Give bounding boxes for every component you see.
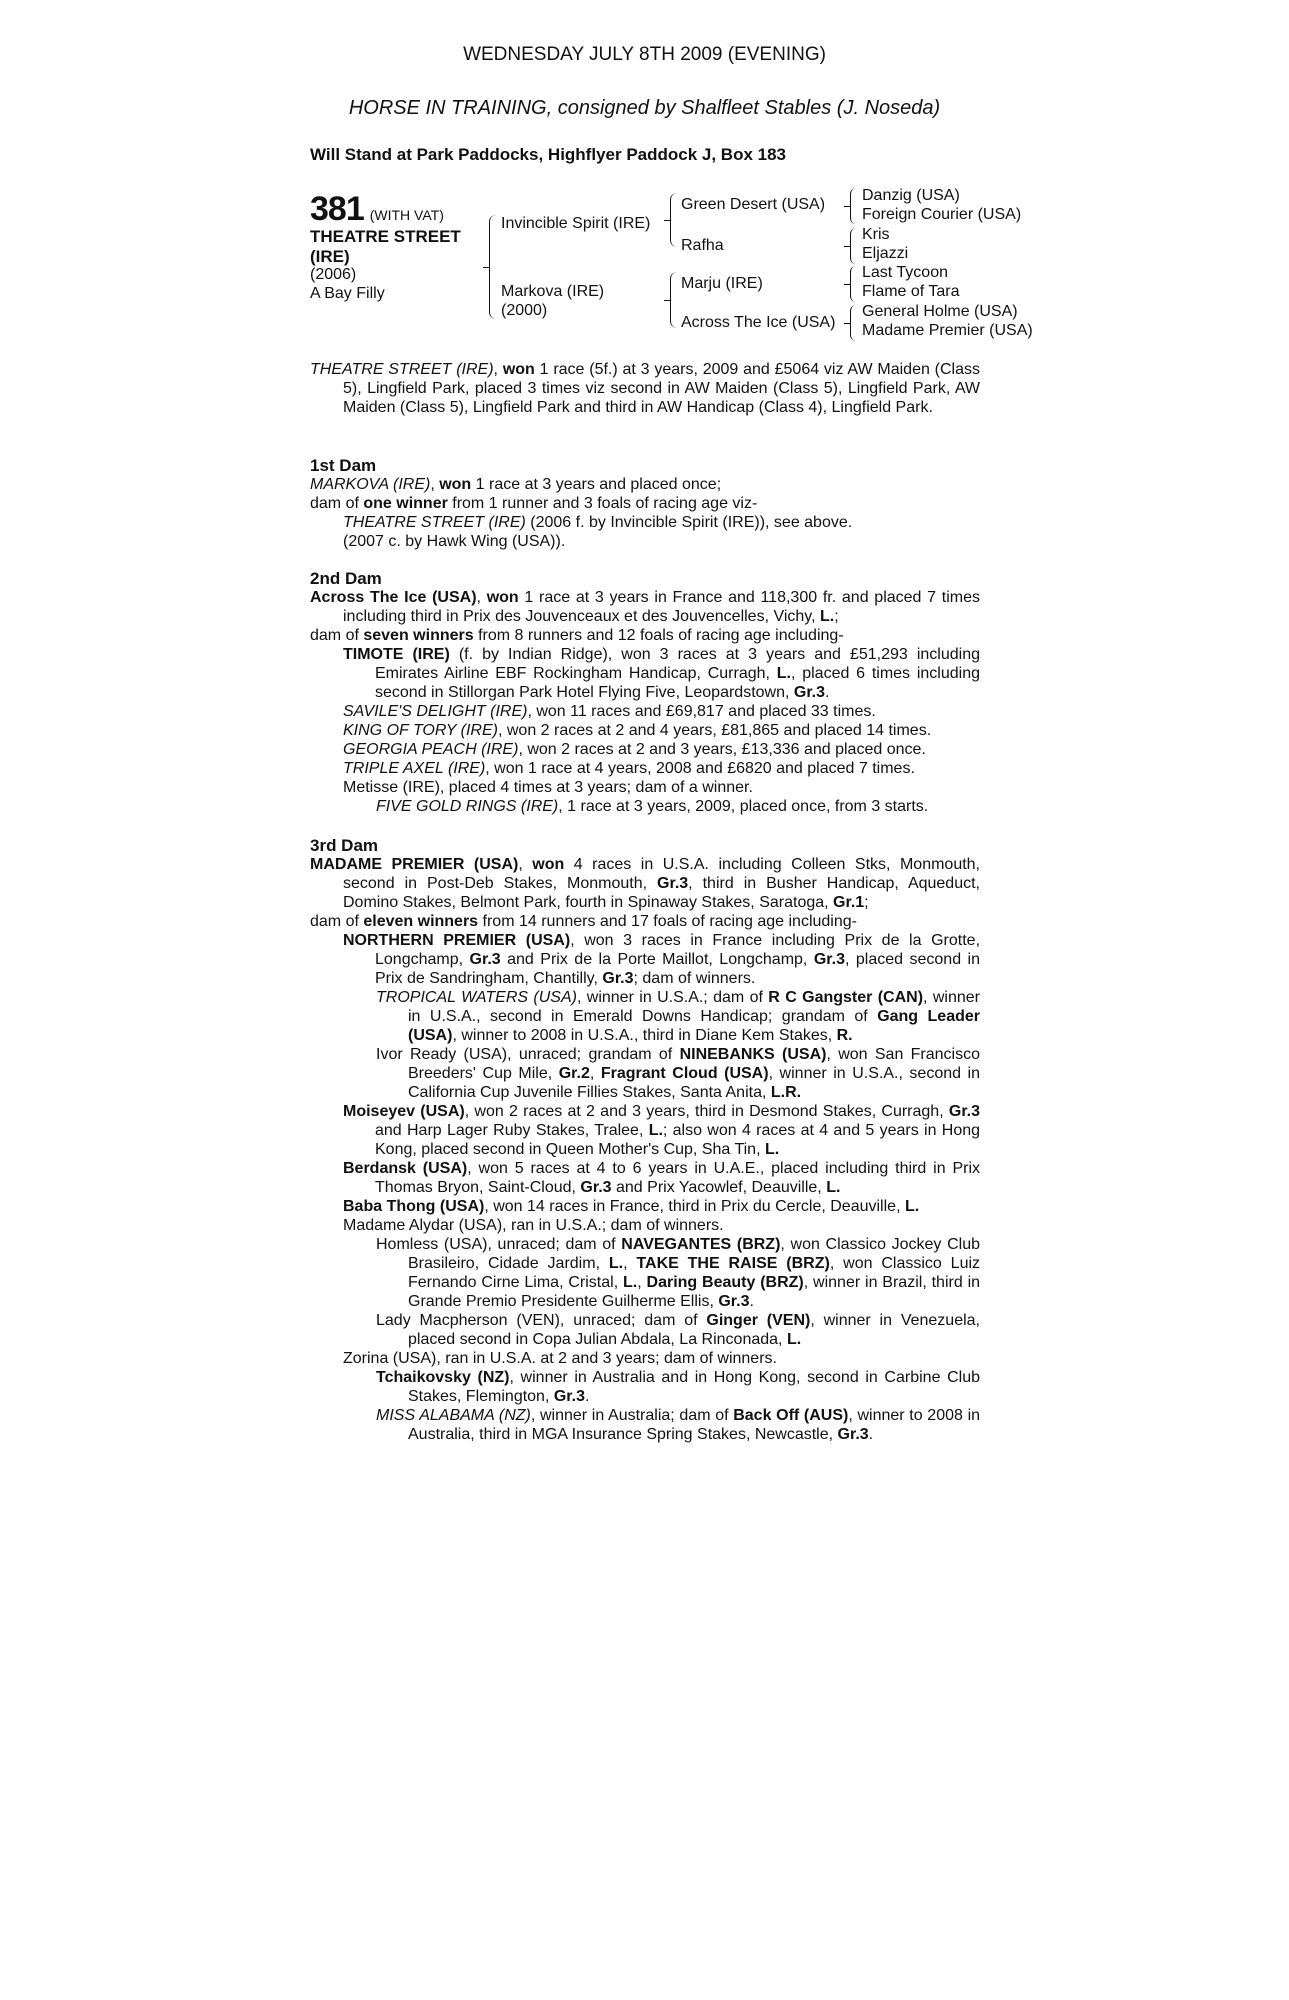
listed-marker: L.R. <box>770 1084 802 1101</box>
summary-paragraph: THEATRE STREET (IRE), won 1 race (5f.) at 3 years, 2009 and £5064 viz AW Maiden (Class 5), Lingfield Park, placed 3 times viz second in AW Maiden (Class 5), Lingfield Park, AW Maiden (Class 5), Lingfield Park and third in AW Handicap (Class 4), Lingfield Park. <box>310 361 981 416</box>
punct: , <box>589 1065 601 1082</box>
dam-of-prefix: dam of <box>310 627 364 644</box>
produce-text: , winner in U.S.A.; dam of <box>576 989 769 1006</box>
produce-text: , 1 race at 3 years, 2009, placed once, from 3 starts. <box>558 798 929 815</box>
produce-text: , placed 6 times including second in Stillorgan Park Hotel Flying Five, Leopardstown, <box>375 665 981 701</box>
group-marker: Gr.3 <box>718 1293 750 1310</box>
pedigree-brace-parents <box>489 215 496 319</box>
produce-saviles-delight <box>343 702 980 721</box>
produce-name: Baba Thong (USA) <box>343 1198 485 1215</box>
produce-triple-axel <box>343 759 980 778</box>
group-marker: Gr.3 <box>813 951 845 968</box>
produce-name: FIVE GOLD RINGS (IRE) <box>376 798 559 815</box>
produce-timote <box>343 645 980 702</box>
listed-marker: L. <box>623 1274 638 1291</box>
ggp-2: Foreign Courier (USA) <box>862 206 1022 223</box>
punct: . <box>749 1293 754 1310</box>
group-marker: Gr.3 <box>948 1103 981 1120</box>
first-dam-produce-2: (2007 c. by Hawk Wing (USA)). <box>343 533 566 550</box>
dam-year: (2000) <box>501 302 548 319</box>
produce-text: Ivor Ready (USA), unraced; grandam of <box>376 1046 680 1063</box>
punct: . <box>584 1388 590 1405</box>
group-marker: Gr.3 <box>469 951 501 968</box>
produce-name: NORTHERN PREMIER (USA) <box>343 932 571 949</box>
summary-horse-name: THEATRE STREET (IRE) <box>310 361 494 378</box>
produce-text: , winner to 2008 in U.S.A., third in Diane Kem Stakes, <box>452 1027 837 1044</box>
ggp-4: Eljazzi <box>862 245 909 262</box>
group-marker: Gr.3 <box>553 1388 585 1405</box>
dam-of-winners: seven winners <box>363 627 474 644</box>
produce-name: MISS ALABAMA (NZ) <box>376 1407 531 1424</box>
dam-name: Markova (IRE) <box>501 283 605 300</box>
horse-name-line2: (IRE) <box>310 247 350 266</box>
dam-of-suffix: from 14 runners and 17 foals of racing age including- <box>478 913 857 930</box>
produce-text: and Harp Lager Ruby Stakes, Tralee, <box>375 1122 649 1139</box>
horse-description: A Bay Filly <box>310 285 385 302</box>
produce-text: , winner to 2008 in Australia, third in MGA Insurance Spring Stakes, Newcastle, <box>408 1407 981 1443</box>
winner-name: Fragrant Cloud (USA) <box>600 1065 769 1082</box>
produce-name: THEATRE STREET (IRE) <box>343 514 526 531</box>
produce-text: , won San Francisco Breeders' Cup Mile, <box>408 1046 981 1082</box>
listed-marker: L. <box>608 1255 624 1272</box>
produce-text: , won Classico Jockey Club Brasileiro, Cidade Jardim, <box>408 1236 980 1272</box>
produce-homless <box>376 1235 980 1311</box>
listed-marker: L. <box>786 1331 802 1348</box>
punct: , <box>637 1274 647 1291</box>
sire: Invincible Spirit (IRE) <box>501 215 651 232</box>
listed-marker: L. <box>648 1122 663 1139</box>
first-dam-name: MARKOVA (IRE) <box>310 476 431 493</box>
produce-text: Lady Macpherson (VEN), unraced; dam of <box>376 1312 707 1329</box>
punct: . <box>825 684 830 701</box>
third-dam-produce-summary <box>310 912 980 931</box>
consignment-line: HORSE IN TRAINING, consigned by Shalfleet Stables (J. Noseda) <box>348 97 941 119</box>
produce-text: , won 2 races at 2 and 4 years, £81,865 and placed 14 times. <box>497 722 932 739</box>
produce-ivor-ready <box>376 1045 980 1102</box>
listed-marker: L. <box>776 665 791 682</box>
produce-miss-alabama <box>376 1406 980 1444</box>
listed-marker: L. <box>826 1179 841 1196</box>
winner-name: TAKE THE RAISE (BRZ) <box>636 1255 830 1272</box>
produce-text: , won 3 races in France including Prix de la Grotte, Longchamp, <box>375 932 981 968</box>
pedigree-brace-sire-line <box>670 193 677 247</box>
listed-marker: L. <box>764 1141 780 1158</box>
produce-madame-alydar: Madame Alydar (USA), ran in U.S.A.; dam of winners. <box>343 1217 724 1234</box>
punct: ; <box>864 894 869 911</box>
listed-marker: L. <box>904 1198 920 1215</box>
produce-berdansk <box>343 1159 980 1197</box>
dam-of-winners: one winner <box>363 495 448 512</box>
lot-number-value: 381 <box>310 190 364 228</box>
winner-name: R C Gangster (CAN) <box>768 989 924 1006</box>
produce-text: , won 2 races at 2 and 3 years, third in Desmond Stakes, Curragh, <box>464 1103 949 1120</box>
produce-text: (2006 f. by Invincible Spirit (IRE)), see above. <box>525 514 853 531</box>
produce-text: , winner in U.S.A., second in California Cup Juvenile Fillies Stakes, Santa Anita, <box>408 1065 981 1101</box>
produce-georgia-peach <box>343 740 980 759</box>
second-dam-section <box>310 569 980 816</box>
produce-text: , winner in U.S.A., second in Emerald Downs Handicap; grandam of <box>408 989 980 1025</box>
produce-name: Moiseyev (USA) <box>343 1103 465 1120</box>
sire-dam: Rafha <box>681 237 724 254</box>
produce-name: Tchaikovsky (NZ) <box>376 1369 510 1386</box>
produce-text: (f. by Indian Ridge), won 3 races at 3 years and £51,293 including Emirates Airline EBF Rockingham Handicap, Curragh, <box>375 646 980 682</box>
second-dam-name: Across The Ice (USA) <box>310 589 477 606</box>
produce-tropical-waters <box>376 988 980 1045</box>
first-dam-produce-1 <box>343 513 980 532</box>
dam-sire: Marju (IRE) <box>681 275 763 292</box>
produce-name: GEORGIA PEACH (IRE) <box>343 741 519 758</box>
produce-name: KING OF TORY (IRE) <box>343 722 498 739</box>
ggp-1: Danzig (USA) <box>862 187 960 204</box>
punct: ; <box>834 608 839 625</box>
third-dam-heading: 3rd Dam <box>310 836 379 855</box>
race-record-summary <box>310 360 980 417</box>
produce-metisse: Metisse (IRE), placed 4 times at 3 years; dam of a winner. <box>343 779 753 796</box>
produce-text: , won Classico Luiz Fernando Cirne Lima, Cristal, <box>408 1255 981 1291</box>
produce-moiseyev <box>343 1102 980 1159</box>
group-marker: Gr.3 <box>793 684 826 701</box>
record-text: 4 races in U.S.A. including Colleen Stks, Monmouth, second in Post-Deb Stakes, Monmouth, <box>343 856 981 892</box>
second-dam-record: Across The Ice (USA), won 1 race at 3 years in France and 118,300 fr. and placed 7 times including third in Prix des Jouvenceaux et des Jouvencelles, Vichy, L.; <box>310 589 981 625</box>
produce-text: and Prix de la Porte Maillot, Longchamp, <box>500 951 814 968</box>
second-dam-won: won <box>486 589 519 606</box>
dam-of-prefix: dam of <box>310 495 364 512</box>
listed-marker: L. <box>820 608 835 625</box>
dam <box>501 282 604 320</box>
first-dam-section <box>310 456 980 551</box>
winner-name: Daring Beauty (BRZ) <box>646 1274 804 1291</box>
group-marker: Gr.3 <box>837 1426 869 1443</box>
ggp-5: Last Tycoon <box>862 264 948 281</box>
produce-text: , won 2 races at 2 and 3 years, £13,336 and placed once. <box>518 741 926 758</box>
winner-name: Ginger (VEN) <box>706 1312 811 1329</box>
third-dam-name: MADAME PREMIER (USA) <box>310 856 519 873</box>
produce-tchaikovsky <box>376 1368 980 1406</box>
produce-northern-premier <box>343 931 980 988</box>
produce-zorina: Zorina (USA), ran in U.S.A. at 2 and 3 years; dam of winners. <box>343 1350 777 1367</box>
winner-name: Back Off (AUS) <box>733 1407 849 1424</box>
produce-text: , won 11 races and £69,817 and placed 33 times. <box>527 703 876 720</box>
stand-location: Will Stand at Park Paddocks, Highflyer Paddock J, Box 183 <box>310 145 786 164</box>
produce-text: , placed second in Prix de Sandringham, Chantilly, <box>375 951 981 987</box>
sale-date: WEDNESDAY JULY 8TH 2009 (EVENING) <box>463 44 826 65</box>
foaling-year: (2006) <box>310 266 357 283</box>
third-dam-record: MADAME PREMIER (USA), won 4 races in U.S.A. including Colleen Stks, Monmouth, second in Post-Deb Stakes, Monmouth, Gr.3, third in Busher Handicap, Aqueduct, Domino Stakes, Belmont Park, fourth in Spinaway Stakes, Saratoga, Gr.1; <box>310 856 981 911</box>
produce-text: and Prix Yacowlef, Deauville, <box>611 1179 827 1196</box>
group-marker: Gr.3 <box>602 970 634 987</box>
produce-name: TIMOTE (IRE) <box>343 646 450 663</box>
dam-of-suffix: from 1 runner and 3 foals of racing age viz- <box>447 495 758 512</box>
summary-won: won <box>502 361 535 378</box>
pedigree-brace-ggp2 <box>850 228 856 264</box>
third-dam-section <box>310 836 980 1444</box>
dam-of-prefix: dam of <box>310 913 364 930</box>
pedigree-brace-dam-line <box>670 272 677 328</box>
winner-name: NAVEGANTES (BRZ) <box>621 1236 781 1253</box>
group-marker: Gr.3 <box>657 875 689 892</box>
pedigree-brace-ggp1 <box>850 188 856 224</box>
restricted-marker: R. <box>836 1027 853 1044</box>
horse-name-line1: THEATRE STREET <box>310 227 461 246</box>
group-marker: Gr.2 <box>558 1065 590 1082</box>
dam-of-winners: eleven winners <box>363 913 479 930</box>
summary-text: 1 race (5f.) at 3 years, 2009 and £5064 viz AW Maiden (Class 5), Lingfield Park, placed 3 times viz second in AW Maiden (Class 5), Lingfield Park, AW Maiden (Class 5), Lingfield Park and third in AW Handicap (Class 4), Lingfield Park. <box>343 361 981 416</box>
punct: . <box>868 1426 874 1443</box>
group-marker: Gr.3 <box>580 1179 612 1196</box>
dam-of-suffix: from 8 runners and 12 foals of racing age including- <box>473 627 844 644</box>
produce-text: , winner in Venezuela, placed second in Copa Julian Abdala, La Rinconada, <box>408 1312 980 1348</box>
horse-details <box>310 265 385 303</box>
produce-baba-thong <box>343 1197 980 1216</box>
produce-lady-macpherson <box>376 1311 980 1349</box>
ggp-3: Kris <box>862 226 890 243</box>
produce-text: ; also won 4 races at 4 and 5 years in Hong Kong, placed second in Queen Mother's Cup, Sha Tin, <box>375 1122 981 1158</box>
vat-note: (WITH VAT) <box>369 207 444 223</box>
produce-text: , won 5 races at 4 to 6 years in U.A.E., placed including third in Prix Thomas Bryon, Saint-Cloud, <box>375 1160 980 1196</box>
ggp-6: Flame of Tara <box>862 283 960 300</box>
second-dam-produce-summary <box>310 626 980 645</box>
first-dam-won: won <box>439 476 472 493</box>
first-dam-record: MARKOVA (IRE), won 1 race at 3 years and placed once; <box>310 476 722 493</box>
produce-text: , won 14 races in France, third in Prix du Cercle, Deauville, <box>484 1198 905 1215</box>
group-marker: Gr.1 <box>833 894 865 911</box>
produce-name: TROPICAL WATERS (USA) <box>376 989 577 1006</box>
second-dam-text: 1 race at 3 years in France and 118,300 fr. and placed 7 times including third in Prix des Jouvenceaux et des Jouvencelles, Vichy, <box>343 589 981 625</box>
produce-text: , won 1 race at 4 years, 2008 and £6820 and placed 7 times. <box>485 760 915 777</box>
produce-five-gold-rings <box>376 797 980 816</box>
dam-dam: Across The Ice (USA) <box>681 314 836 331</box>
ggp-7: General Holme (USA) <box>862 303 1018 320</box>
winner-name: NINEBANKS (USA) <box>679 1046 827 1063</box>
horse-name <box>310 227 480 267</box>
produce-text: , winner in Australia; dam of <box>530 1407 734 1424</box>
produce-text: ; dam of winners. <box>633 970 756 987</box>
first-dam-heading: 1st Dam <box>310 456 377 475</box>
produce-name: SAVILE'S DELIGHT (IRE) <box>343 703 528 720</box>
produce-name: TRIPLE AXEL (IRE) <box>343 760 486 777</box>
third-dam-won: won <box>532 856 565 873</box>
sire-sire: Green Desert (USA) <box>681 196 826 213</box>
pedigree-brace-ggp4 <box>850 305 856 341</box>
produce-king-of-tory <box>343 721 980 740</box>
second-dam-heading: 2nd Dam <box>310 569 382 588</box>
produce-text: , winner in Australia and in Hong Kong, second in Carbine Club Stakes, Flemington, <box>408 1369 980 1405</box>
first-dam-produce-summary <box>310 494 980 513</box>
lot-number <box>310 190 444 229</box>
produce-name: Berdansk (USA) <box>343 1160 468 1177</box>
punct: , <box>623 1255 637 1272</box>
produce-text: Homless (USA), unraced; dam of <box>376 1236 622 1253</box>
record-text: , third in Busher Handicap, Aqueduct, Domino Stakes, Belmont Park, fourth in Spinaway Stakes, Saratoga, <box>343 875 980 911</box>
pedigree-brace-ggp3 <box>850 266 856 302</box>
winner-name: Gang Leader (USA) <box>408 1008 980 1044</box>
produce-text: , winner in Brazil, third in Grande Premio Presidente Guilherme Ellis, <box>408 1274 981 1310</box>
ggp-8: Madame Premier (USA) <box>862 322 1033 339</box>
first-dam-text: 1 race at 3 years and placed once; <box>471 476 722 493</box>
